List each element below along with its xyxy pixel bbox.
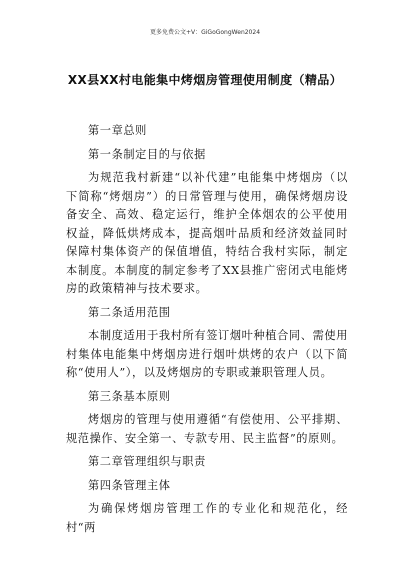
article-4-body: 为确保烤烟房管理工作的专业化和规范化，经村“两 (66, 502, 348, 534)
article-1-heading: 第一条制定目的与依据 (88, 147, 206, 161)
article-2-body: 本制度适用于我村所有签订烟叶种植合同、需使用村集体电能集中烤烟房进行烟叶烘烤的农户（以下简称“使用人”），以及烤烟房的专职或兼职管理人员。 (66, 329, 348, 379)
article-2-heading: 第二条适用范围 (88, 305, 171, 319)
document-body (66, 122, 348, 542)
header-note: 更多免费公文+V：GiGoGongWen2024 (149, 29, 261, 36)
article-1-body: 为规范我村新建“以补代建”电能集中烤烟房（以下简称“烤烟房”）的日常管理与使用，确保烤烟房设备安全、高效、稳定运行，维护全体烟农的公平使用权益，降低烘烤成本，提高烟叶品质和经济效益同时保障村集体资产的保值增值，特结合我村实际，制定本制度。本制度的制定参考了XX县推广密闭式电能烤房的政策精神与技术要求。 (66, 171, 348, 295)
chapter-2-heading: 第二章管理组织与职责 (88, 455, 206, 468)
chapter-1-heading: 第一章总则 (88, 124, 147, 137)
article-3-body: 烤烟房的管理与使用遵循“有偿使用、公平排期、规范操作、安全第一、专款专用、民主监督”的原则。 (66, 413, 348, 445)
article-4-heading: 第四条管理主体 (88, 478, 171, 492)
article-3-heading: 第三条基本原则 (88, 389, 171, 403)
document-title: XX县XX村电能集中烤烟房管理使用制度（精品） (67, 73, 343, 87)
